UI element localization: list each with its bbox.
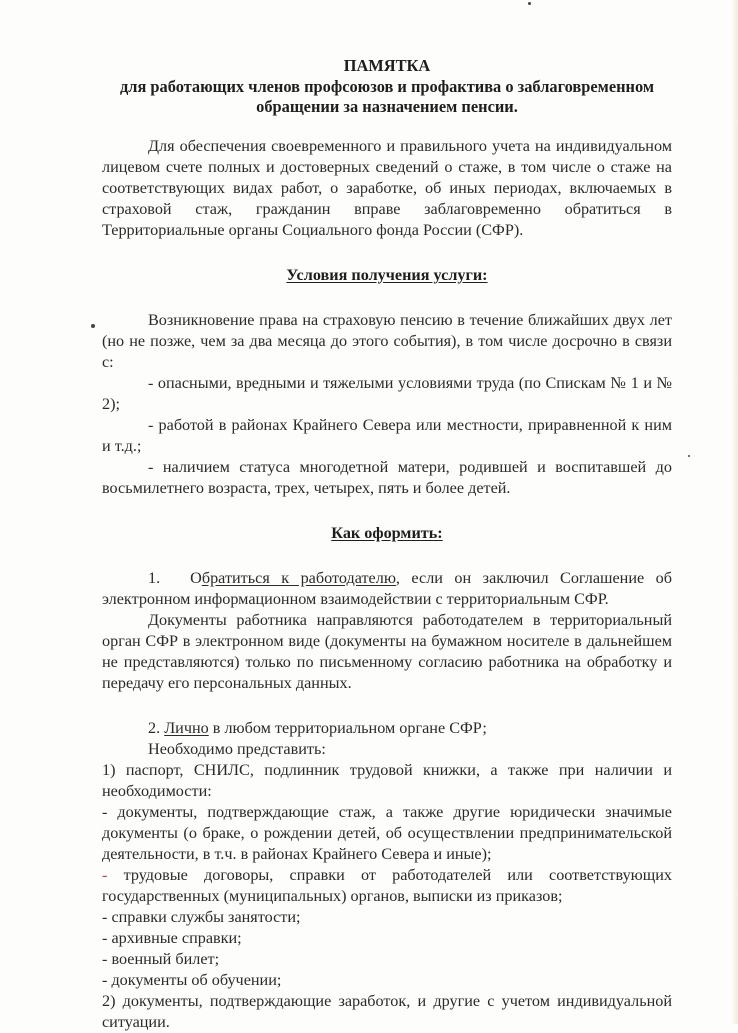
option1-underlined: братиться к работодателю [201,569,396,587]
list-item-text: документы об обучении; [107,971,282,989]
option1-detail: Документы работника направляются работодателем в территориальный орган СФР в электронном виде (документы на бумажном носителе в дальнейшем не представляются) только по письменному согласию работника на обработку и передачу его персональных данных. [102,611,672,692]
document-list-item [102,949,672,970]
document-list-item [102,802,672,865]
list-dash: - [102,971,108,989]
conditions-item: - работой в районах Крайнего Севера или местности, приравненной к ним и т.д.; [102,416,672,455]
scan-speck [688,455,690,457]
list-item-text: документы, подтверждающие стаж, а также другие юридически значимые документы (о браке, о рождении детей, об осуществлении предпринимательской деятельности, в т.ч. в районах Крайнего Севера и иные); [102,803,672,863]
scan-speck [91,324,95,328]
document-title: ПАМЯТКА [343,56,431,75]
list-item-text: справки службы занятости; [107,908,301,926]
document-subtitle-line1: для работающих членов профсоюзов и профактива о заблаговременном [119,77,655,96]
option2-underlined: Лично [164,719,209,737]
option2-paragraph [102,718,672,739]
option1-rest: , если он заключил Соглашение об электронном информационном взаимодействии с территориальным СФР. [102,569,672,608]
document-subtitle-line2: обращении за назначением пенсии. [256,97,518,116]
document-body [102,56,672,1033]
list-dash: - [102,908,108,926]
scan-speck [528,2,531,5]
conditions-paragraph: Возникновение права на страховую пенсию в течение ближайших двух лет (но не позже, чем за два месяца до этого события), в том числе досрочно в связи с: [102,311,672,371]
list-dash-red: - [102,866,108,884]
option1-paragraph [102,568,672,610]
conditions-heading: Условия получения услуги: [286,266,488,284]
conditions-item: - опасными, вредными и тяжелыми условиями труда (по Спискам № 1 и № 2); [102,374,672,413]
list-item-text: военный билет; [107,950,220,968]
list-item-text: архивные справки; [107,929,242,947]
document-list-item [102,865,672,907]
list-dash: - [102,929,108,947]
list-item-text: трудовые договоры, справки от работодателей или соответствующих государственных (муниципальных) органов, выписки из приказов; [102,866,672,905]
option2-item2: 2) документы, подтверждающие заработок, и другие с учетом индивидуальной ситуации. [102,992,672,1031]
scan-page-edge [732,0,738,1024]
intro-paragraph: Для обеспечения своевременного и правильного учета на индивидуальном лицевом счете полных и достоверных сведений о стаже, в том числе о стаже на соответствующих видах работ, о заработке, об иных периодах, включаемых в страховой стаж, гражданин вправе заблаговременно обратиться в Территориальные органы Социального фонда России (СФР). [102,137,672,239]
option2-number: 2. [148,719,161,737]
option2-need-label: Необходимо представить: [148,740,326,758]
document-list-item [102,907,672,928]
document-list-item [102,928,672,949]
document-list-item [102,970,672,991]
option2-item1: 1) паспорт, СНИЛС, подлинник трудовой книжки, а также при наличии и необходимости: [102,761,672,800]
list-dash: - [102,803,108,821]
conditions-item: - наличием статуса многодетной матери, родившей и воспитавшей до восьмилетнего возраста, трех, четырех, пять и более детей. [102,458,672,497]
document-header [102,56,672,117]
option2-rest: в любом территориальном органе СФР; [208,719,487,737]
option1-first-letter: О [190,569,202,587]
option1-number: 1. [148,569,161,587]
list-dash: - [102,950,108,968]
how-to-heading: Как оформить: [331,524,443,542]
